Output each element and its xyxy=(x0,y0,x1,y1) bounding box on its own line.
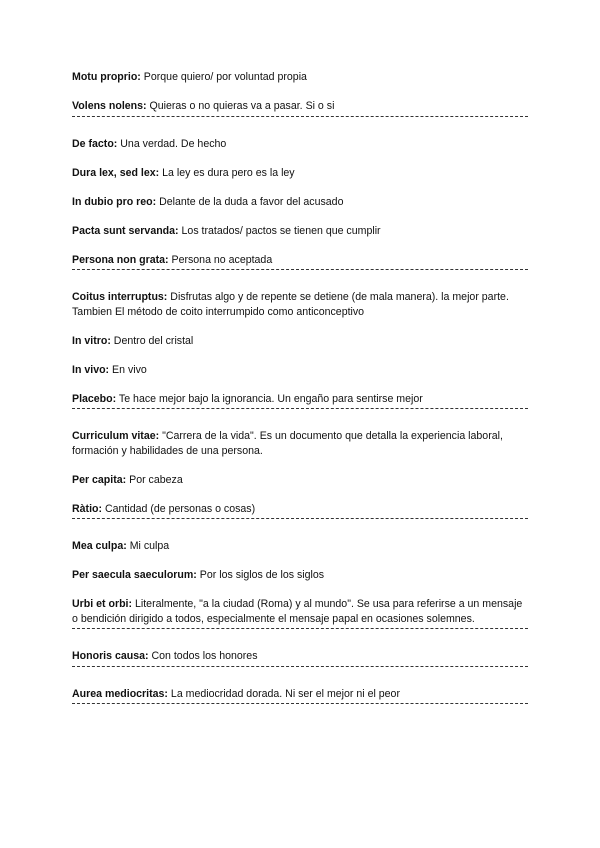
entry-definition: Mi culpa xyxy=(129,540,170,552)
entry-volens-nolens xyxy=(72,99,528,114)
entry-term: Ràtio: xyxy=(72,502,103,515)
entry-definition: Los tratados/ pactos se tienen que cumplir xyxy=(181,224,381,237)
entry-per-saecula-saeculorum xyxy=(72,568,528,583)
entry-definition: Disfrutas algo y de repente se detiene (de mala manera). la mejor parte. Tambien El método de coito interrumpido como anticonceptivo xyxy=(72,291,509,318)
entry-de-facto xyxy=(72,137,528,152)
entry-honoris-causa xyxy=(72,649,528,664)
entry-in-dubio-pro-reo xyxy=(72,195,528,210)
entry-placebo xyxy=(72,392,528,407)
entry-definition: Persona no aceptada xyxy=(171,253,273,266)
entry-term: Per saecula saeculorum: xyxy=(72,569,197,581)
entry-definition: Literalmente, "a la ciudad (Roma) y al mundo". Se usa para referirse a un mensaje o bendición dirigido a todos, especialmente el mensaje papal en ocasiones solemnes. xyxy=(72,598,523,625)
entry-in-vitro xyxy=(72,334,528,349)
entry-definition: Delante de la duda a favor del acusado xyxy=(159,195,344,208)
entry-term: In dubio pro reo: xyxy=(72,195,157,208)
entry-definition: En vivo xyxy=(112,363,147,376)
entry-pacta-sunt-servanda xyxy=(72,224,528,239)
entry-term: Placebo: xyxy=(72,392,117,405)
entry-persona-non-grata xyxy=(72,253,528,268)
entry-term: In vitro: xyxy=(72,334,111,347)
entry-term: Urbi et orbi: xyxy=(72,598,133,610)
section-divider xyxy=(72,703,528,705)
section-divider xyxy=(72,408,528,410)
entry-term: Pacta sunt servanda: xyxy=(72,224,179,237)
section-divider xyxy=(72,116,528,118)
entry-coitus-interruptus xyxy=(72,290,528,319)
glossary xyxy=(72,70,528,724)
entry-term: Curriculum vitae: xyxy=(72,430,160,442)
section-divider xyxy=(72,666,528,668)
entry-term: Honoris causa: xyxy=(72,650,149,662)
entry-urbi-et-orbi xyxy=(72,597,528,626)
entry-term: Per capita: xyxy=(72,473,127,486)
entry-term: Persona non grata: xyxy=(72,253,169,266)
entry-per-capita xyxy=(72,473,528,488)
entry-definition: Con todos los honores xyxy=(151,650,258,662)
entry-term: In vivo: xyxy=(72,363,110,376)
entry-motu-proprio xyxy=(72,70,528,85)
entry-dura-lex xyxy=(72,166,528,181)
entry-definition: Por los siglos de los siglos xyxy=(199,569,325,581)
entry-aurea-mediocritas xyxy=(72,687,528,702)
entry-term: Motu proprio: xyxy=(72,71,141,83)
entry-term: Coitus interruptus: xyxy=(72,291,168,303)
entry-ratio xyxy=(72,502,528,517)
entry-mea-culpa xyxy=(72,539,528,554)
entry-term: Volens nolens: xyxy=(72,100,147,112)
entry-definition: Una verdad. De hecho xyxy=(120,137,227,150)
entry-definition: Te hace mejor bajo la ignorancia. Un engaño para sentirse mejor xyxy=(118,392,423,405)
entry-in-vivo xyxy=(72,363,528,378)
entry-definition: "Carrera de la vida". Es un documento que detalla la experiencia laboral, formación y habilidades de una persona. xyxy=(72,430,503,457)
entry-definition: Por cabeza xyxy=(129,473,183,486)
entry-term: Mea culpa: xyxy=(72,540,127,552)
entry-definition: Dentro del cristal xyxy=(113,334,194,347)
entry-definition: Quieras o no quieras va a pasar. Si o si xyxy=(149,100,335,112)
entry-term: Dura lex, sed lex: xyxy=(72,166,160,179)
entry-curriculum-vitae xyxy=(72,429,528,458)
entry-term: De facto: xyxy=(72,137,118,150)
entry-definition: Porque quiero/ por voluntad propia xyxy=(143,71,307,83)
entry-definition: La mediocridad dorada. Ni ser el mejor ni el peor xyxy=(170,687,400,700)
section-divider xyxy=(72,269,528,271)
entry-definition: La ley es dura pero es la ley xyxy=(162,166,295,179)
section-divider xyxy=(72,518,528,520)
section-divider xyxy=(72,628,528,630)
entry-definition: Cantidad (de personas o cosas) xyxy=(104,502,256,515)
entry-term: Aurea mediocritas: xyxy=(72,687,168,700)
